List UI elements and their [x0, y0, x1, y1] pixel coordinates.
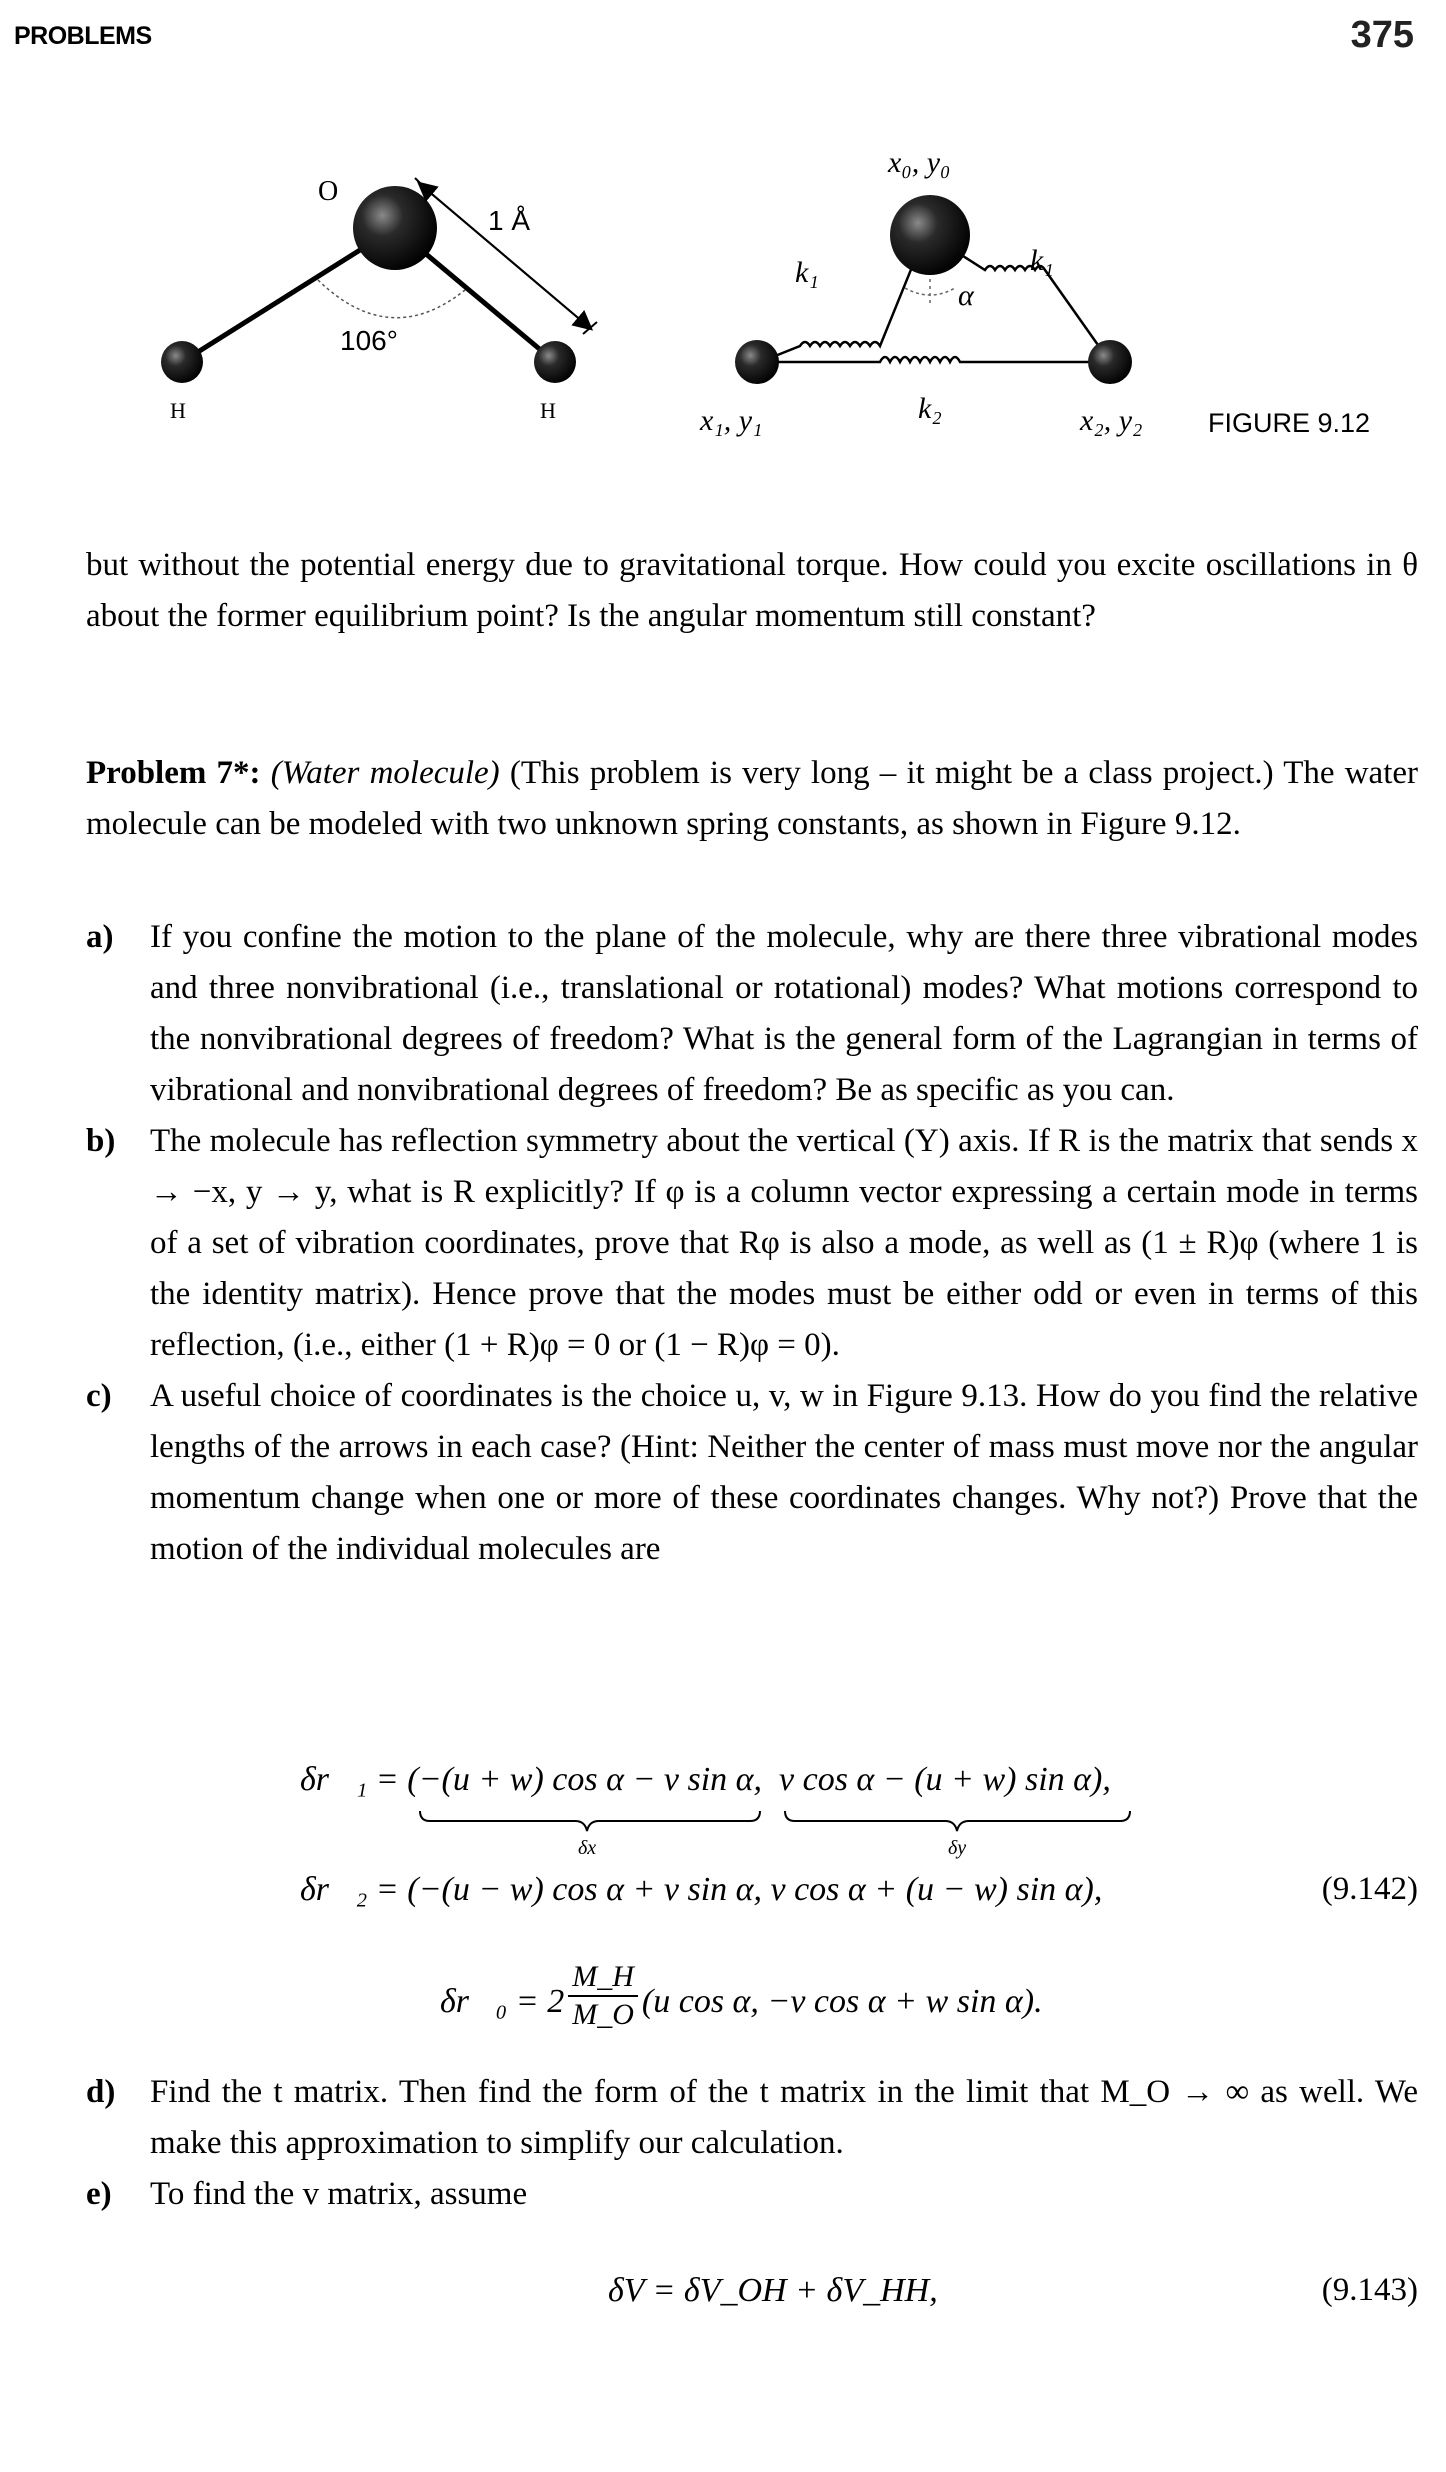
angle-label: 106° — [340, 325, 398, 356]
alpha-label: α — [958, 279, 974, 312]
problem-heading: Problem 7*: — [86, 755, 261, 791]
oxygen-atom — [353, 186, 437, 270]
mass-fraction — [568, 1959, 638, 2033]
fraction-numerator: M_H — [568, 1959, 638, 1997]
equation-number: (9.143) — [1321, 2272, 1418, 2308]
eq-lhs-1: δr⃗₁ = ( — [300, 1761, 419, 1798]
item-text: Find the t matrix. Then find the form of the t matrix in the limit that M_O → ∞ as well. We make this approximation to simplify our calculation. — [150, 2074, 1418, 2161]
item-text: The molecule has reflection symmetry about the vertical (Y) axis. If R is the matrix that sends x → −x, y → y, what is R explicitly? If φ is a column vector expressing a certain mode in terms of a set of vibration coordinates, prove that Rφ is also a mode, as well as (1 ± R)φ (where 1 is the identity matrix). Hence prove that the modes must be either odd or even in terms of this reflection, (i.e., either (1 + R)φ = 0 or (1 − R)φ = 0). — [150, 1123, 1418, 1363]
figure-caption: FIGURE 9.12 — [1208, 408, 1371, 438]
eq-line-1: δr⃗₁ = (−(u + w) cos α − v sin α, v cos α − (u + w) sin α), — [300, 1761, 1111, 1798]
fraction-denominator: M_O — [572, 1998, 634, 2031]
hydrogen-mass-right — [1088, 340, 1132, 384]
item-label: b) — [86, 1123, 116, 1159]
equation-number: (9.142) — [1321, 1871, 1418, 1907]
oxygen-label: O — [318, 176, 339, 207]
top-coord-label: x₀, y₀ — [888, 146, 951, 179]
list-item — [86, 912, 1418, 1116]
hydrogen-mass-left — [735, 340, 779, 384]
bond-length-label: 1 Å — [488, 205, 531, 236]
item-text: If you confine the motion to the plane of the molecule, why are there three vibrational modes and three nonvibrational (i.e., translational or rotational) modes? What motions correspond to the nonvibrational degrees of freedom? What is the general form of the Lagrangian in terms of vibrational and nonvibrational degrees of freedom? Be as specific as you can. — [150, 919, 1418, 1108]
eq-rhs-3: (u cos α, −v cos α + w sin α). — [641, 1982, 1043, 2020]
eq-end-1: ), — [1091, 1761, 1111, 1798]
right-coord-label: x₂, y₂ — [1080, 404, 1143, 437]
eq-delta-y: v cos α − (u + w) sin α — [779, 1761, 1092, 1798]
item-label: c) — [86, 1378, 112, 1414]
problem-intro-text: (This problem is very long – it might be a class project.) The water molecule can be modeled with two unknown spring constants, as shown in Figure 9.12. — [86, 755, 1419, 842]
list-item — [86, 2169, 1418, 2220]
list-item — [86, 2067, 1418, 2169]
equation-9-143 — [0, 2272, 1446, 2332]
item-text: To find the v matrix, assume — [150, 2176, 528, 2212]
hydrogen-atom-right — [534, 341, 576, 383]
problem-title: (Water molecule) — [270, 755, 500, 791]
spring-model-diagram — [735, 195, 1132, 384]
item-label: a) — [86, 919, 114, 955]
list-item — [86, 1371, 1418, 1575]
item-label: e) — [86, 2176, 112, 2212]
problem-parts-d-e — [86, 2067, 1418, 2220]
h-right-label: H — [540, 398, 556, 423]
h-left-label: H — [170, 398, 186, 423]
problem-parts-a-c — [86, 912, 1418, 1575]
eq-9-143-body: δV = δV_OH + δV_HH, — [608, 2272, 938, 2309]
brace-label-x: δx — [578, 1837, 597, 1859]
item-text: A useful choice of coordinates is the choice u, v, w in Figure 9.13. How do you find the relative lengths of the arrows in each case? (Hint: Neither the center of mass must move nor the angular momentum change when one or more of these coordinates changes. Why not?) Prove that the motion of the individual molecules are — [150, 1378, 1418, 1567]
eq-lhs-3: δr⃗₀ = 2 — [440, 1982, 565, 2020]
eq-delta-x: −(u + w) cos α − v sin α — [418, 1761, 754, 1798]
figure-9-12 — [0, 100, 1446, 480]
eq-line-2: δr⃗₂ = (−(u − w) cos α + v sin α, v cos α + (u − w) sin α), — [300, 1871, 1103, 1908]
underbraces — [0, 1807, 1446, 1857]
page-number: 375 — [1350, 14, 1414, 56]
k1-left-label: k₁ — [795, 256, 819, 289]
left-coord-label: x₁, y₁ — [700, 404, 763, 437]
k1-right-label: k₁ — [1030, 244, 1054, 277]
list-item — [86, 1116, 1418, 1371]
brace-label-y: δy — [948, 1837, 967, 1859]
item-label: d) — [86, 2074, 116, 2110]
problem-7-intro — [86, 748, 1418, 850]
running-header: PROBLEMS — [14, 22, 152, 50]
k2-label: k₂ — [918, 392, 942, 425]
hydrogen-atom-left — [161, 341, 203, 383]
oxygen-mass — [890, 195, 970, 275]
paragraph-continuation: but without the potential energy due to gravitational torque. How could you excite oscillations in θ about the former equilibrium point? Is the angular momentum still constant? — [86, 547, 1418, 634]
eq-line-3 — [440, 1960, 1043, 2041]
equation-9-142 — [0, 1755, 1446, 2055]
